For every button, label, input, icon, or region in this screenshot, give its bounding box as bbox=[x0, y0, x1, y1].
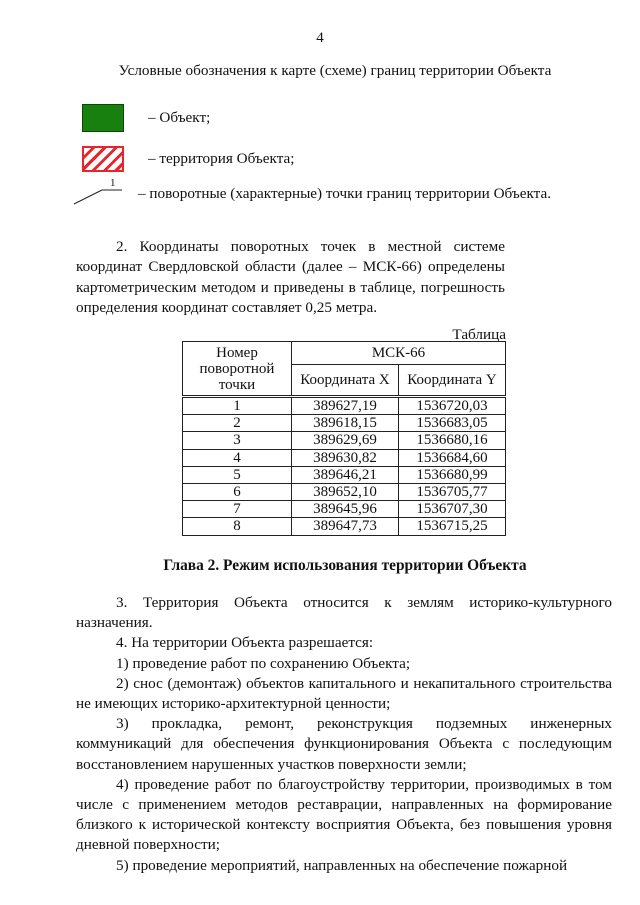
cell-point-number: 7 bbox=[183, 501, 292, 518]
table-row bbox=[183, 483, 506, 500]
legend-item-territory bbox=[82, 143, 295, 175]
cell-coordinate-x: 389652,10 bbox=[292, 483, 399, 500]
table-row bbox=[183, 518, 506, 535]
list-item: 1) проведение работ по сохранению Объекта; bbox=[116, 654, 411, 672]
list-item: 2) снос (демонтаж) объектов капитального и некапитального строительства не имеющих историко-архитектурной ценности; bbox=[76, 674, 612, 713]
table-row bbox=[183, 466, 506, 483]
table-row bbox=[183, 432, 506, 449]
cell-coordinate-y: 1536684,60 bbox=[399, 449, 506, 466]
header-system: МСК-66 bbox=[292, 342, 506, 365]
clause-3: 3. Территория Объекта относится к землям историко-культурного назначения. bbox=[76, 594, 612, 632]
cell-point-number: 8 bbox=[183, 518, 292, 535]
header-y: Координата Y bbox=[399, 365, 506, 397]
turning-point-icon bbox=[72, 177, 124, 207]
cell-coordinate-y: 1536720,03 bbox=[399, 397, 506, 415]
table-row bbox=[183, 397, 506, 415]
table-row bbox=[183, 501, 506, 518]
legend-item-object bbox=[82, 102, 210, 134]
table-row bbox=[183, 415, 506, 432]
table-caption: Таблица bbox=[452, 326, 506, 343]
page-number: 4 bbox=[316, 30, 324, 46]
cell-coordinate-y: 1536705,77 bbox=[399, 483, 506, 500]
turning-point-marker: 1 bbox=[110, 177, 116, 189]
cell-coordinate-y: 1536715,25 bbox=[399, 518, 506, 535]
cell-point-number: 4 bbox=[183, 449, 292, 466]
legend-title: Условные обозначения к карте (схеме) границ территории Объекта bbox=[118, 62, 552, 79]
paragraph-coordinates: 2. Координаты поворотных точек в местной системе координат Свердловской области (далее – МСК-66) определены картометрическим методом и приведены в таблице, погрешность определения координат составляет 0,25 метра. bbox=[76, 238, 505, 317]
clause-4: 4. На территории Объекта разрешается: bbox=[116, 634, 374, 652]
object-swatch-icon bbox=[82, 104, 124, 132]
cell-point-number: 5 bbox=[183, 466, 292, 483]
cell-point-number: 6 bbox=[183, 483, 292, 500]
cell-coordinate-x: 389627,19 bbox=[292, 397, 399, 415]
body-text bbox=[76, 593, 612, 876]
table-body bbox=[183, 397, 506, 536]
cell-coordinate-x: 389646,21 bbox=[292, 466, 399, 483]
cell-coordinate-x: 389630,82 bbox=[292, 449, 399, 466]
cell-coordinate-y: 1536680,99 bbox=[399, 466, 506, 483]
table-row bbox=[183, 449, 506, 466]
header-x: Координата X bbox=[292, 365, 399, 397]
cell-point-number: 3 bbox=[183, 432, 292, 449]
cell-coordinate-x: 389647,73 bbox=[292, 518, 399, 535]
legend-item-turning-point bbox=[82, 178, 551, 210]
territory-hatch-icon bbox=[82, 146, 124, 172]
cell-coordinate-x: 389618,15 bbox=[292, 415, 399, 432]
cell-coordinate-y: 1536707,30 bbox=[399, 501, 506, 518]
coordinates-table bbox=[182, 341, 506, 536]
cell-coordinate-y: 1536680,16 bbox=[399, 432, 506, 449]
legend-item-label: – Объект; bbox=[148, 109, 211, 126]
cell-point-number: 1 bbox=[183, 397, 292, 415]
list-item: 4) проведение работ по благоустройству территории, производимых в том числе с применением методов реставрации, направленных на формирование близкого к исторической контексту восприятия Объекта, без повышения уровня дневной поверхности; bbox=[76, 775, 612, 854]
list-item: 5) проведение мероприятий, направленных на обеспечение пожарной bbox=[116, 856, 568, 874]
legend-item-label: – поворотные (характерные) точки границ территории Объекта. bbox=[138, 185, 552, 202]
chapter-title: Глава 2. Режим использования территории Объекта bbox=[163, 557, 527, 574]
cell-coordinate-x: 389645,96 bbox=[292, 501, 399, 518]
list-item: 3) прокладка, ремонт, реконструкция подземных инженерных коммуникаций для обеспечения функционирования Объекта с последующим восстановлением нарушенных участков поверхности земли; bbox=[76, 715, 612, 773]
cell-coordinate-x: 389629,69 bbox=[292, 432, 399, 449]
legend-item-label: – территория Объекта; bbox=[148, 150, 295, 167]
cell-coordinate-y: 1536683,05 bbox=[399, 415, 506, 432]
header-point-number: Номер поворотной точки bbox=[183, 342, 292, 397]
cell-point-number: 2 bbox=[183, 415, 292, 432]
